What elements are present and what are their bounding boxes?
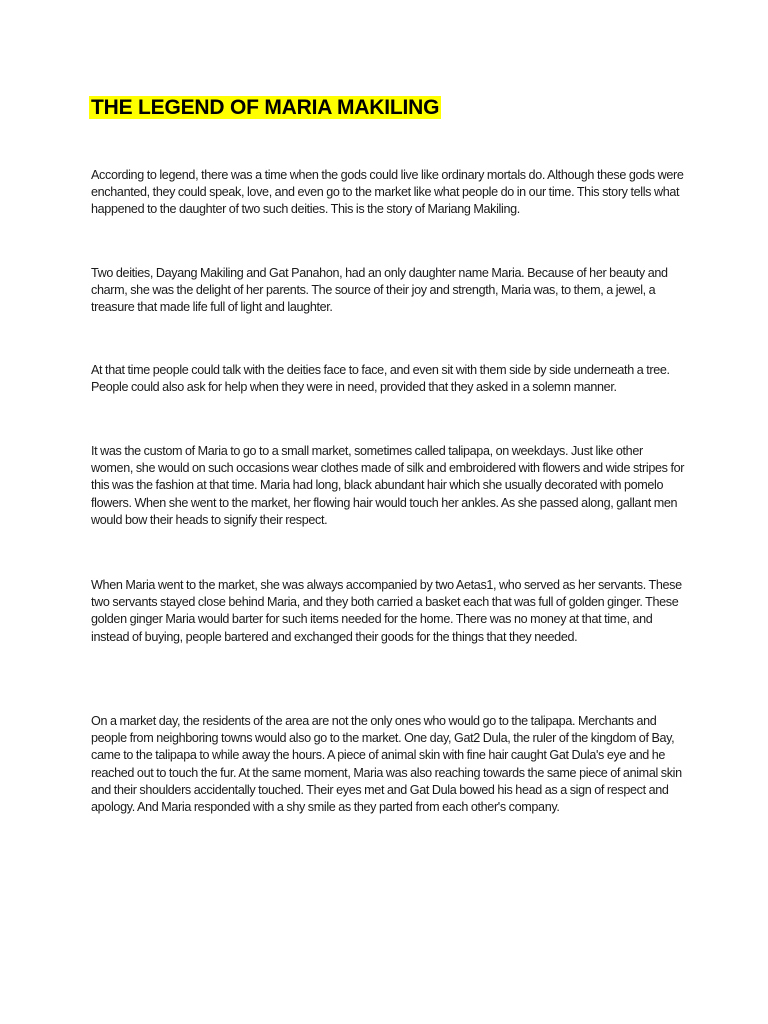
paragraph-deities: Two deities, Dayang Makiling and Gat Panahon, had an only daughter name Maria. Because of her beauty and charm, she was the delight of her parents. The source of their joy and strength, Maria was, to them, a jewel, a treasure that made life full of light and laughter. bbox=[91, 266, 668, 315]
title-highlight: THE LEGEND OF MARIA MAKILING bbox=[91, 96, 440, 119]
paragraph-gat-dula: On a market day, the residents of the area are not the only ones who would go to the talipapa. Merchants and people from neighboring towns would also go to the market. One day, Gat2 Dula, the ruler of the kingdom of Bay, came to the talipapa to while away the hours. A piece of animal skin with fine hair caught Gat Dula's eye and he reached out to touch the fur. At the same moment, Maria was also reaching towards the same piece of animal skin and their shoulders accidentally touched. Their eyes met and Gat Dula bowed his head as a sign of respect and apology. And Maria responded with a shy smile as they parted from each other's company. bbox=[91, 714, 682, 815]
paragraph-face-to-face: At that time people could talk with the deities face to face, and even sit with them side by side underneath a tree. People could also ask for help when they were in need, provided that they asked in a solemn manner. bbox=[91, 363, 670, 395]
paragraph-market-custom: It was the custom of Maria to go to a small market, sometimes called talipapa, on weekdays. Just like other women, she would on such occasions wear clothes made of silk and embroidered with flowers and wide stripes for this was the fashion at that time. Maria had long, black abundant hair which she usually decorated with pomelo flowers. When she went to the market, her flowing hair would touch her ankles. As she passed along, gallant men would bow their heads to signify their respect. bbox=[91, 444, 685, 527]
paragraph-intro: According to legend, there was a time when the gods could live like ordinary mortals do. Although these gods were enchanted, they could speak, love, and even go to the market like what people do in our time. This story tells what happened to the daughter of two such deities. This is the story of Mariang Makiling. bbox=[91, 168, 684, 217]
document-title bbox=[89, 94, 441, 122]
paragraph-servants: When Maria went to the market, she was always accompanied by two Aetas1, who served as her servants. These two servants stayed close behind Maria, and they both carried a basket each that was full of golden ginger. These golden ginger Maria would barter for such items needed for the home. There was no money at that time, and instead of buying, people bartered and exchanged their goods for the things that they needed. bbox=[91, 578, 682, 644]
